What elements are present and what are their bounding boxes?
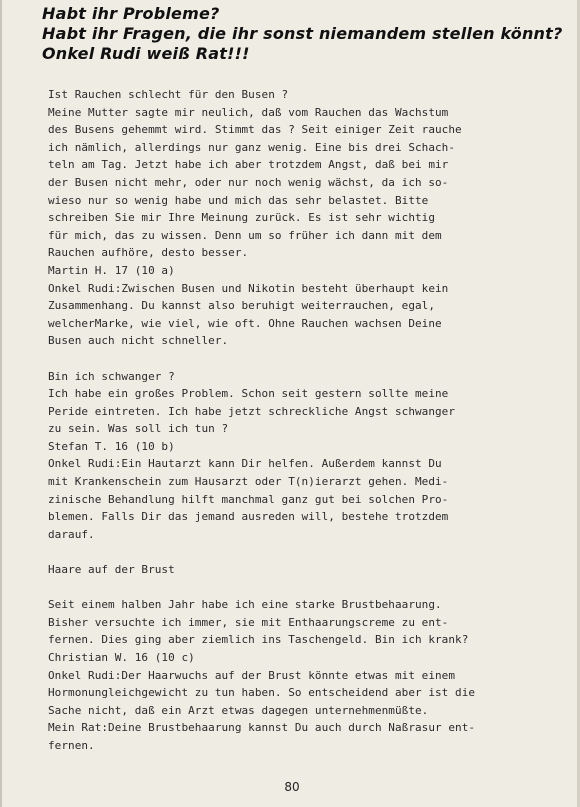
letter-line: Ich habe ein großes Problem. Schon seit gestern sollte meine	[48, 387, 449, 401]
letter-pregnant	[48, 368, 548, 544]
answer-line: mit Krankenschein zum Hausarzt oder T(n)ierarzt gehen. Medi-	[48, 475, 449, 489]
letter-line: teln am Tag. Jetzt habe ich aber trotzdem Angst, daß bei mir	[48, 158, 449, 172]
answer-line: darauf.	[48, 527, 95, 541]
letter-line: wieso nur so wenig habe und mich das sehr belastet. Bitte	[48, 193, 429, 207]
letter-line: Peride eintreten. Ich habe jetzt schreckliche Angst schwanger	[48, 404, 456, 418]
answer-line: Onkel Rudi:Zwischen Busen und Nikotin besteht überhaupt kein	[48, 281, 449, 295]
letter-signature: Stefan T. 16 (10 b)	[48, 439, 175, 453]
letter-smoking	[48, 86, 548, 350]
answer-line: Onkel Rudi:Der Haarwuchs auf der Brust könnte etwas mit einem	[48, 668, 456, 682]
letter-signature: Christian W. 16 (10 c)	[48, 651, 195, 664]
letter-line: Meine Mutter sagte mir neulich, daß vom Rauchen das Wachstum	[48, 105, 449, 119]
letter-line: fernen. Dies ging aber ziemlich ins Taschengeld. Bin ich krank?	[48, 633, 469, 647]
answer-line: Sache nicht, daß ein Arzt etwas dagegen unternehmenmüßte.	[48, 703, 429, 717]
letter-chest-hair	[48, 561, 548, 755]
letter-title: Haare auf der Brust	[48, 563, 175, 577]
letter-line: Rauchen aufhöre, desto besser.	[48, 246, 249, 260]
letters-column	[48, 86, 548, 755]
letter-line: des Busens gehemmt wird. Stimmt das ? Seit einiger Zeit rauche	[48, 123, 462, 137]
handwritten-heading	[42, 4, 563, 64]
answer-line: Onkel Rudi:Ein Hautarzt kann Dir helfen. Außerdem kannst Du	[48, 457, 442, 471]
letter-line: Bisher versuchte ich immer, sie mit Enthaarungscreme zu ent-	[48, 615, 449, 629]
page-number: 80	[284, 780, 300, 794]
paragraph-gap	[48, 350, 548, 368]
letter-title: Bin ich schwanger ?	[48, 369, 175, 383]
letter-line: der Busen nicht mehr, oder nur noch wenig wächst, da ich so-	[48, 175, 449, 189]
letter-title: Ist Rauchen schlecht für den Busen ?	[48, 88, 289, 101]
letter-line: zu sein. Was soll ich tun ?	[48, 422, 229, 436]
answer-line: Zusammenhang. Du kannst also beruhigt weiterrauchen, egal,	[48, 299, 436, 313]
paragraph-gap	[48, 543, 548, 561]
answer-line: Hormonungleichgewicht zu tun haben. So entscheidend aber ist die	[48, 686, 476, 700]
letter-line: Seit einem halben Jahr habe ich eine starke Brustbehaarung.	[48, 598, 442, 612]
letter-signature: Martin H. 17 (10 a)	[48, 263, 175, 277]
answer-line: welcherMarke, wie viel, wie oft. Ohne Rauchen wachsen Deine	[48, 316, 442, 330]
answer-line: fernen.	[48, 738, 95, 752]
letter-line: ich nämlich, allerdings nur ganz wenig. Eine bis drei Schach-	[48, 140, 456, 154]
letter-line: für mich, das zu wissen. Denn um so früher ich dann mit dem	[48, 228, 442, 242]
heading-line-3: Onkel Rudi weiß Rat!!!	[42, 44, 250, 63]
answer-line: zinische Behandlung hilft manchmal ganz gut bei solchen Pro-	[48, 492, 449, 506]
answer-line: blemen. Falls Dir das jemand ausreden will, bestehe trotzdem	[48, 510, 449, 524]
heading-line-2: Habt ihr Fragen, die ihr sonst niemandem stellen könnt?	[42, 24, 563, 43]
answer-line: Busen auch nicht schneller.	[48, 334, 229, 348]
heading-line-1: Habt ihr Probleme?	[42, 4, 220, 23]
letter-line: schreiben Sie mir Ihre Meinung zurück. Es ist sehr wichtig	[48, 211, 436, 225]
title-gap	[48, 579, 548, 597]
answer-line: Mein Rat:Deine Brustbehaarung kannst Du auch durch Naßrasur ent-	[48, 721, 476, 735]
